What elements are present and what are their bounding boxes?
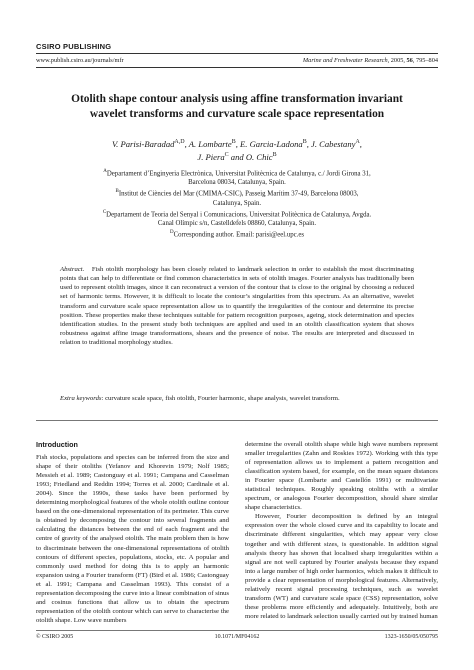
author-line-1 bbox=[80, 137, 394, 150]
citation-pages: , 795–804 bbox=[412, 57, 438, 64]
issn: 1323-1650/05/050795 bbox=[384, 634, 438, 640]
affiliation bbox=[60, 167, 414, 178]
affiliation bbox=[60, 187, 414, 198]
journal-name: Marine and Freshwater Research bbox=[302, 57, 388, 64]
body-column-left bbox=[36, 440, 229, 625]
author-separator: and bbox=[228, 152, 246, 163]
author-separator: , bbox=[184, 138, 189, 149]
affiliation-mark: B bbox=[115, 189, 119, 195]
section-heading: Introduction bbox=[36, 440, 78, 449]
section-rule bbox=[36, 420, 438, 421]
citation-volume: 56 bbox=[406, 57, 413, 64]
author-name: V. Parisi-Baradad bbox=[112, 138, 175, 149]
citation-year: , 2005, bbox=[387, 57, 407, 64]
doi: 10.1071/MF04162 bbox=[214, 634, 260, 640]
corresponding-author bbox=[60, 228, 414, 239]
author-separator: , bbox=[306, 138, 312, 149]
footer-rule bbox=[36, 630, 438, 631]
journal-citation bbox=[303, 57, 438, 64]
author-separator: , bbox=[235, 138, 241, 149]
affiliation-text: Institut de Ciències del Mar (CMIMA-CSIC), Passeig Marítim 37-49, Barcelona 08003, bbox=[118, 190, 359, 198]
author-name: E. Garcia-Ladona bbox=[240, 138, 303, 149]
affiliation-cont: Canal Olímpic s/n, Castelldefels 08860, Catalunya, Spain. bbox=[157, 219, 317, 227]
article-title bbox=[46, 92, 428, 121]
body-column-right bbox=[245, 440, 438, 621]
author-name: J. Piera bbox=[197, 152, 225, 163]
affiliation-text: Departament de Teoria del Senyal i Comunicacions, Universitat Politècnica de Catalunya, Avgda. bbox=[106, 210, 372, 218]
author-affil-mark: B bbox=[272, 152, 277, 159]
affiliation-mark: A bbox=[103, 169, 107, 174]
author-line-2 bbox=[80, 150, 394, 163]
author-list bbox=[80, 137, 394, 164]
publisher-name: CSIRO PUBLISHING bbox=[36, 42, 112, 51]
affiliation-text: Departament d’Enginyeria Electrònica, Universitat Politècnica de Catalunya, c./ Jordi Girona 31, bbox=[106, 170, 371, 178]
author-affil-mark: B bbox=[302, 139, 307, 145]
author-affil-mark: C bbox=[224, 152, 229, 159]
affiliation-cont: Barcelona 08034, Catalunya, Spain. bbox=[188, 179, 286, 187]
header-rule bbox=[36, 67, 438, 68]
title-line-2: wavelet transforms and curvature scale space representation bbox=[89, 107, 385, 120]
affiliation-cont: Catalunya, Spain. bbox=[212, 199, 262, 207]
affiliation-list bbox=[60, 167, 414, 239]
corresponding-email: Corresponding author. Email: parisi@eel.upc.es bbox=[173, 231, 305, 239]
affiliation-mark: D bbox=[169, 229, 174, 235]
copyright: © CSIRO 2005 bbox=[36, 634, 74, 640]
author-affil-mark: A bbox=[355, 139, 360, 145]
author-name: J. Cabestany bbox=[311, 138, 356, 149]
title-line-1: Otolith shape contour analysis using affine transformation invariant bbox=[71, 93, 403, 105]
affiliation-mark: C bbox=[102, 209, 107, 215]
author-separator: , bbox=[359, 138, 362, 149]
author-affil-mark: B bbox=[231, 139, 236, 145]
keywords-label: Extra keywords bbox=[60, 395, 102, 402]
author-name: O. Chic bbox=[245, 152, 273, 163]
author-affil-mark: A,D bbox=[174, 139, 185, 145]
abstract-label: Abstract. bbox=[60, 266, 85, 273]
top-rule bbox=[36, 53, 438, 54]
author-name: A. Lombarte bbox=[188, 138, 232, 149]
abstract-text: Fish otolith morphology has been closely related to landmark selection in order to establish the most discriminating points that can help to differentiate or find common characteristics in sets of otolith images. Fourier analysis has traditionally been used to represent otolith images, since it can reconstruct a version of the contour that is close to the original by choosing a reduced set of harmonic terms. However, it is difficult to locate the contour’s singularities from this spectrum. As an alternative, wavelet transform and curvature scale space representation allow us to quantify the irregularities of the contour and determine its precise position. These properties make these techniques suitable for pattern recognition purposes, ageing, stock determination and species identification studies. In the present study both techniques are applied and used in an otolith classification system that shows robustness against affine image transformations, shears and the presence of noise. The results are interpreted and discussed in relation to traditional morphology studies. bbox=[60, 266, 414, 347]
body-paragraph: Fish stocks, populations and species can be inferred from the size and shape of their otoliths (Yefanov and Khorevin 1979; Nolf 1985; Messieh et al. 1989; Castonguay et al. 1991; Campana and Casselman 1993; Friedland and Reddin 1994; Torres et al. 2000; Cardinale et al. 2004). Since the 1990s, these tasks have been performed by determining morphological features of the whole otolith outline contour based on the one-dimensional representation of its perimeter. This curve is obtained by decomposing the contour into several fragments and calculating the distances between the end of each fragment and the centre of gravity of the analysed otolith. The main problem then is how to discriminate between the one-dimensional representations of otolith contours of different species, populations, stocks, etc. A popular and commonly used method for doing this is to apply an harmonic expansion using a Fourier transform (FT) (Bird et al. 1986; Castonguay et al. 1991; Campana and Casselman 1993). This consist of a representation decomposing the curve into a linear combination of sinus and cosinus functions that allow us to obtain the spectrum representation of the otolith contour which can serve to characterise the otolith shape. Low wave numbers bbox=[36, 454, 230, 624]
body-paragraph: determine the overall otolith shape while high wave numbers represent smaller irregularities (Zahn and Roskies 1972). Working with this type of representation allows us to implement a pattern recognition and classification system based, for example, on the mean square distances in Fourier space (Lombarte and Castellón 1991) or multivariate statistical techniques. Roughly speaking otoliths with a similar spectrum, or analogous Fourier decomposition, should share similar shape characteristics. bbox=[245, 441, 438, 512]
body-paragraph: However, Fourier decomposition is defined by an integral expression over the whole closed curve and its capability to locate and discriminate different singularities, which may appear very close together and with different sizes, is questionable. In addition signal analysis theory has shown that localised sharp irregularities within a signal are not well captured by Fourier analysis because they expand into a large number of high order harmonics, which makes it difficult to provide a clear representation of morphological features. Alternatively, relatively recent signal processing techniques, such as wavelet transform (WT) and curvature scale space (CSS) representation, solve these problems more efficiently and adequately. Intuitively, both are more related to landmark selection usually carried out by trained human bbox=[245, 513, 438, 620]
keywords bbox=[60, 395, 414, 402]
keywords-text: : curvature scale space, fish otolith, Fourier harmonic, shape analysis, wavelet transform. bbox=[101, 395, 340, 402]
journal-website[interactable]: www.publish.csiro.au/journals/mfr bbox=[36, 57, 124, 64]
abstract bbox=[60, 265, 414, 347]
affiliation bbox=[60, 208, 414, 219]
